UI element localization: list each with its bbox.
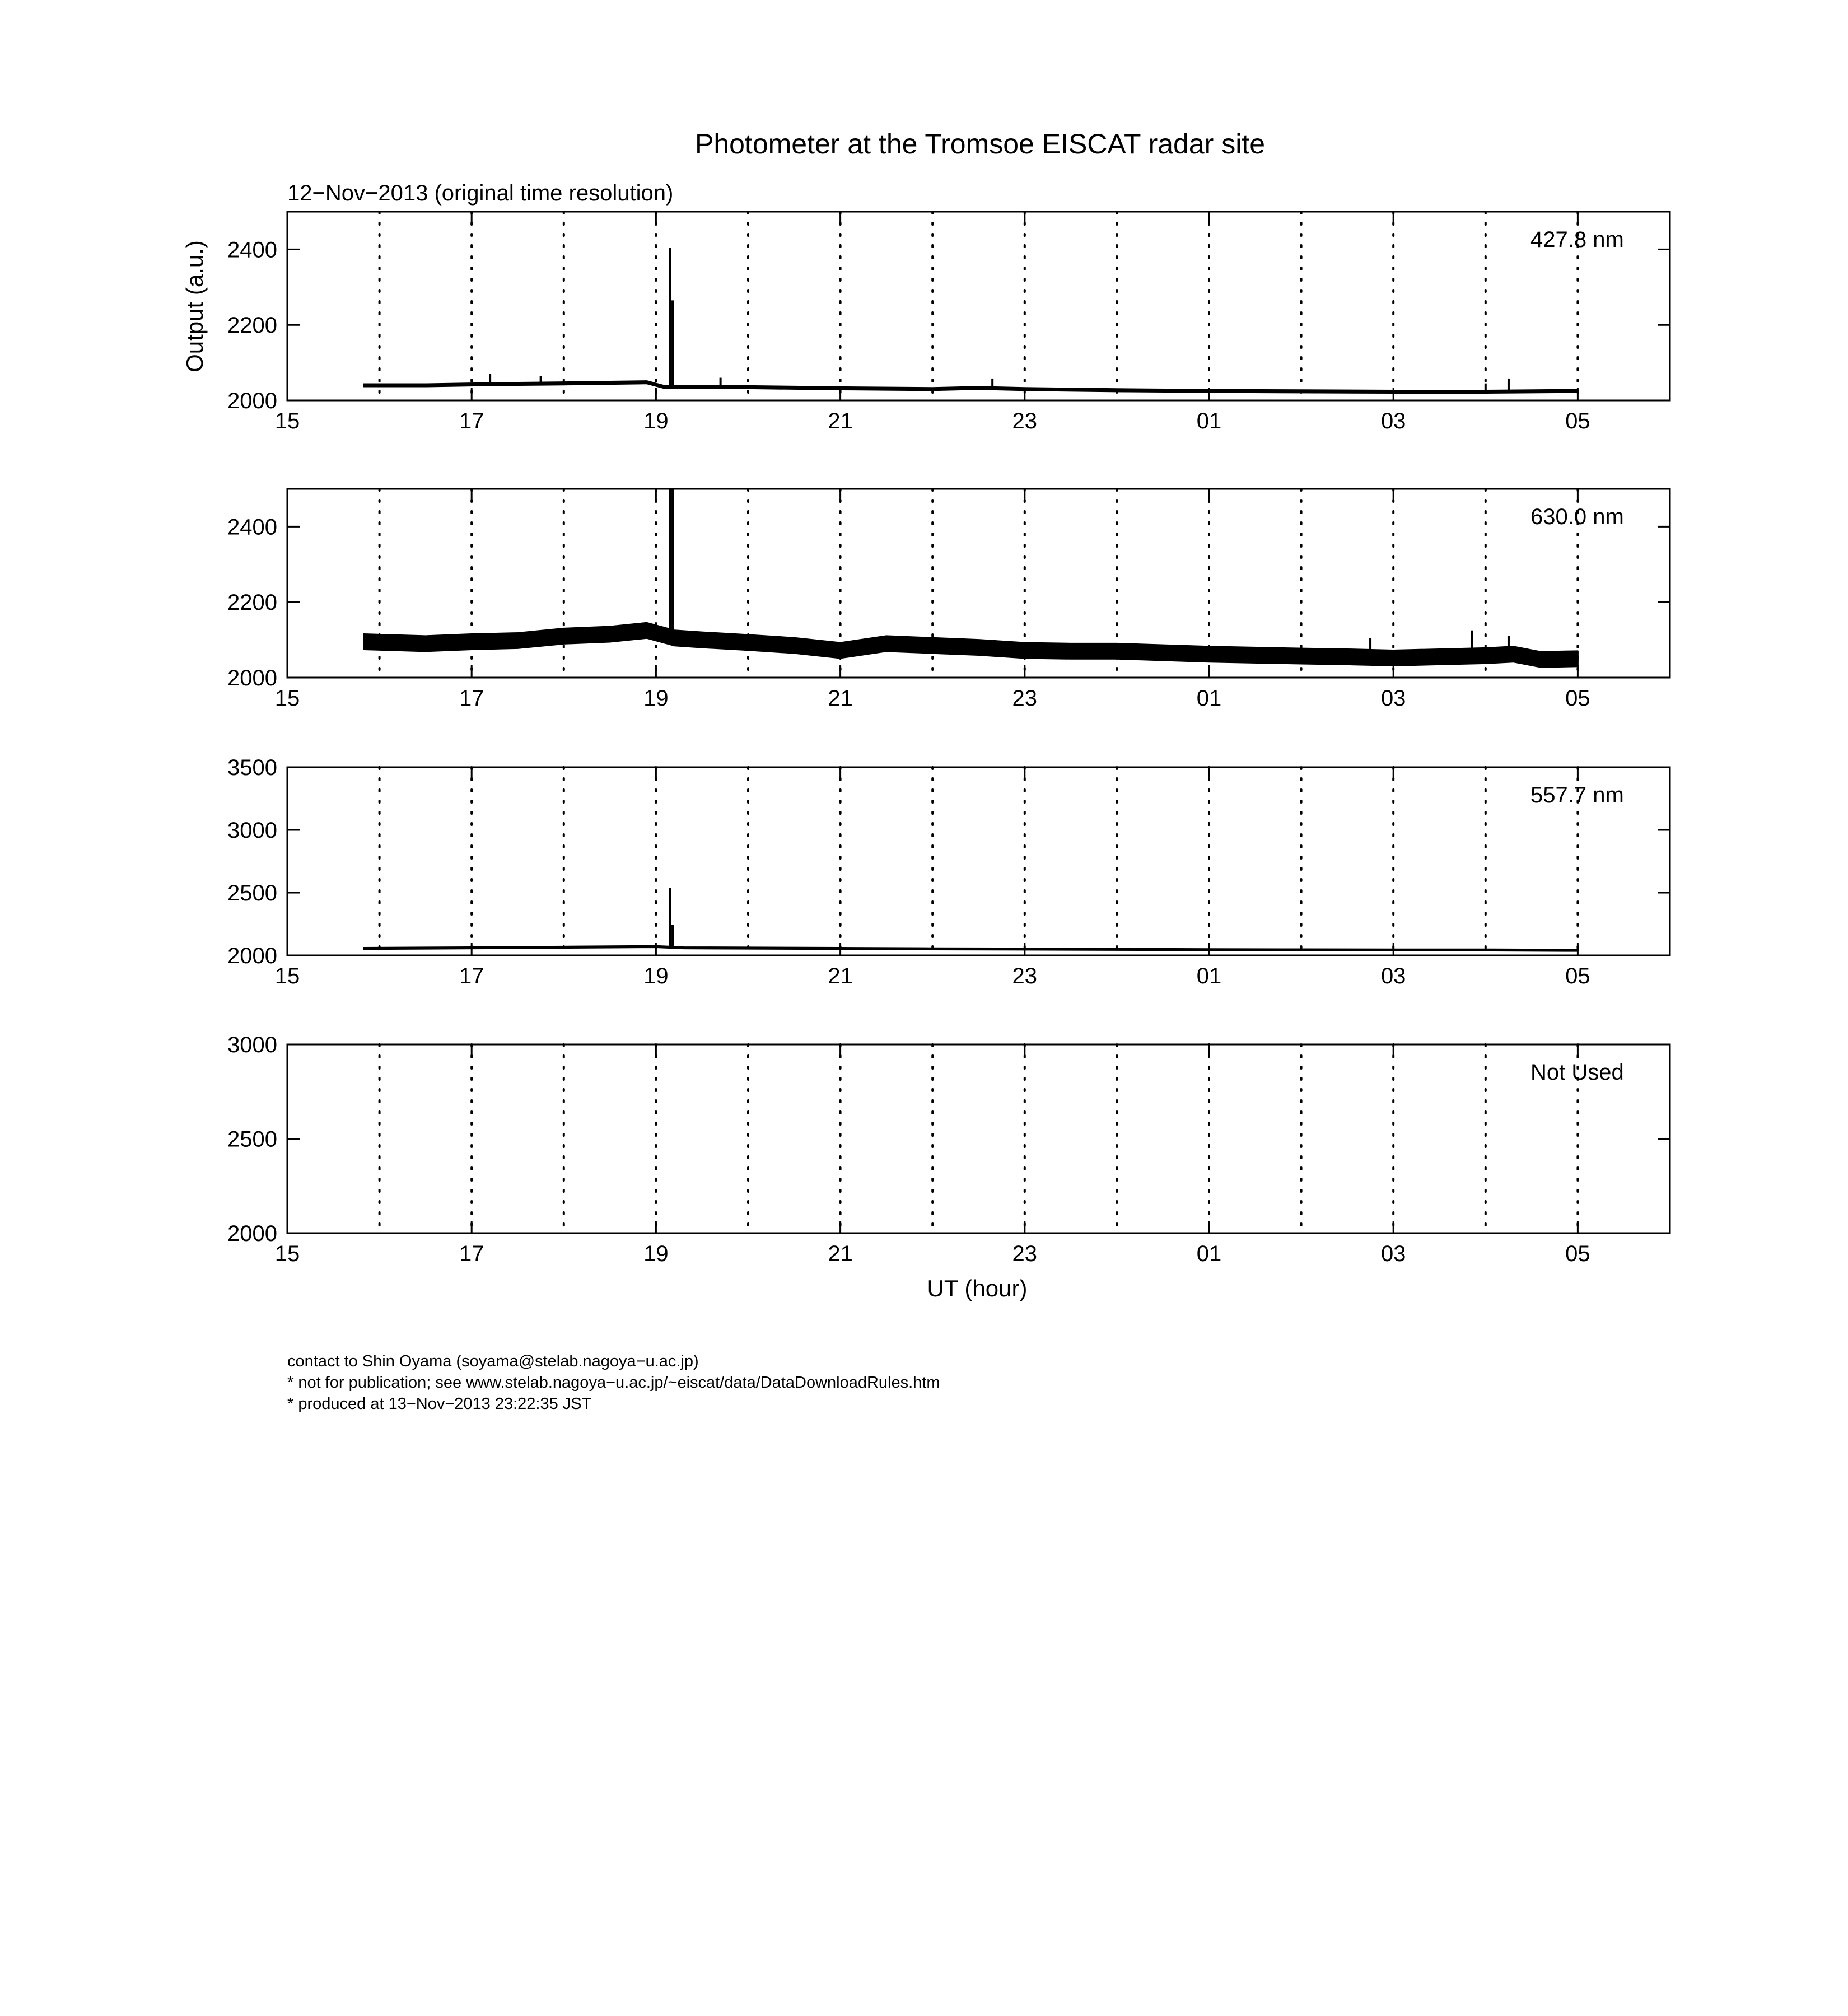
x-tick-label: 03 [1380,964,1406,988]
y-tick-label: 2000 [227,389,277,413]
x-tick-label: 17 [459,686,484,711]
x-tick-label: 17 [459,964,484,988]
figure-subtitle: 12−Nov−2013 (original time resolution) [287,181,674,206]
x-tick-label: 23 [1012,409,1038,433]
y-tick-label: 2500 [227,1127,277,1152]
x-tick-label: 01 [1196,409,1222,433]
y-tick-label: 2400 [227,237,277,263]
x-tick-label: 17 [459,409,484,433]
y-tick-label: 3000 [227,1033,277,1057]
x-tick-label: 21 [828,686,853,711]
x-tick-label: 05 [1565,964,1590,988]
y-tick-label: 2000 [227,666,277,690]
footer-produced-at: * produced at 13−Nov−2013 23:22:35 JST [287,1395,592,1413]
y-tick-label: 2200 [227,313,277,338]
x-tick-label: 15 [274,1242,300,1266]
x-tick-label: 01 [1196,964,1222,988]
x-tick-label: 03 [1380,1242,1406,1266]
y-tick-label: 2200 [227,590,277,615]
panel-label: 427.8 nm [1530,227,1624,252]
x-tick-label: 05 [1565,409,1590,433]
x-tick-label: 19 [643,686,669,711]
footer-contact: contact to Shin Oyama (soyama@stelab.nagoya−u.ac.jp) [287,1352,699,1370]
x-tick-label: 05 [1565,686,1590,711]
y-tick-label: 3500 [227,755,277,780]
y-tick-label: 2000 [227,944,277,968]
y-tick-label: 2000 [227,1221,277,1246]
x-tick-label: 15 [274,964,300,988]
x-tick-label: 03 [1380,409,1406,433]
x-tick-label: 01 [1196,686,1222,711]
y-tick-label: 3000 [227,818,277,843]
x-axis-label: UT (hour) [927,1275,1028,1301]
x-tick-label: 23 [1012,1242,1038,1266]
x-tick-label: 17 [459,1242,484,1266]
x-tick-label: 19 [643,964,669,988]
x-tick-label: 19 [643,1242,669,1266]
x-tick-label: 21 [828,409,853,433]
x-tick-label: 15 [274,686,300,711]
figure-title: Photometer at the Tromsoe EISCAT radar site [694,128,1266,160]
x-tick-label: 23 [1012,964,1038,988]
x-tick-label: 03 [1380,686,1406,711]
x-tick-label: 19 [643,409,669,433]
y-axis-label: Output (a.u.) [181,240,208,372]
x-tick-label: 01 [1196,1242,1222,1266]
panel-label: Not Used [1530,1060,1624,1085]
x-tick-label: 05 [1565,1242,1590,1266]
x-tick-label: 21 [828,964,853,988]
x-tick-label: 21 [828,1242,853,1266]
panel-label: 557.7 nm [1530,783,1624,808]
x-tick-label: 23 [1012,686,1038,711]
y-tick-label: 2400 [227,515,277,540]
x-tick-label: 15 [274,409,300,433]
footer-publication-note: * not for publication; see www.stelab.nagoya−u.ac.jp/~eiscat/data/DataDownloadRules.htm [287,1374,940,1392]
panel-label: 630.0 nm [1530,505,1624,529]
y-tick-label: 2500 [227,881,277,906]
